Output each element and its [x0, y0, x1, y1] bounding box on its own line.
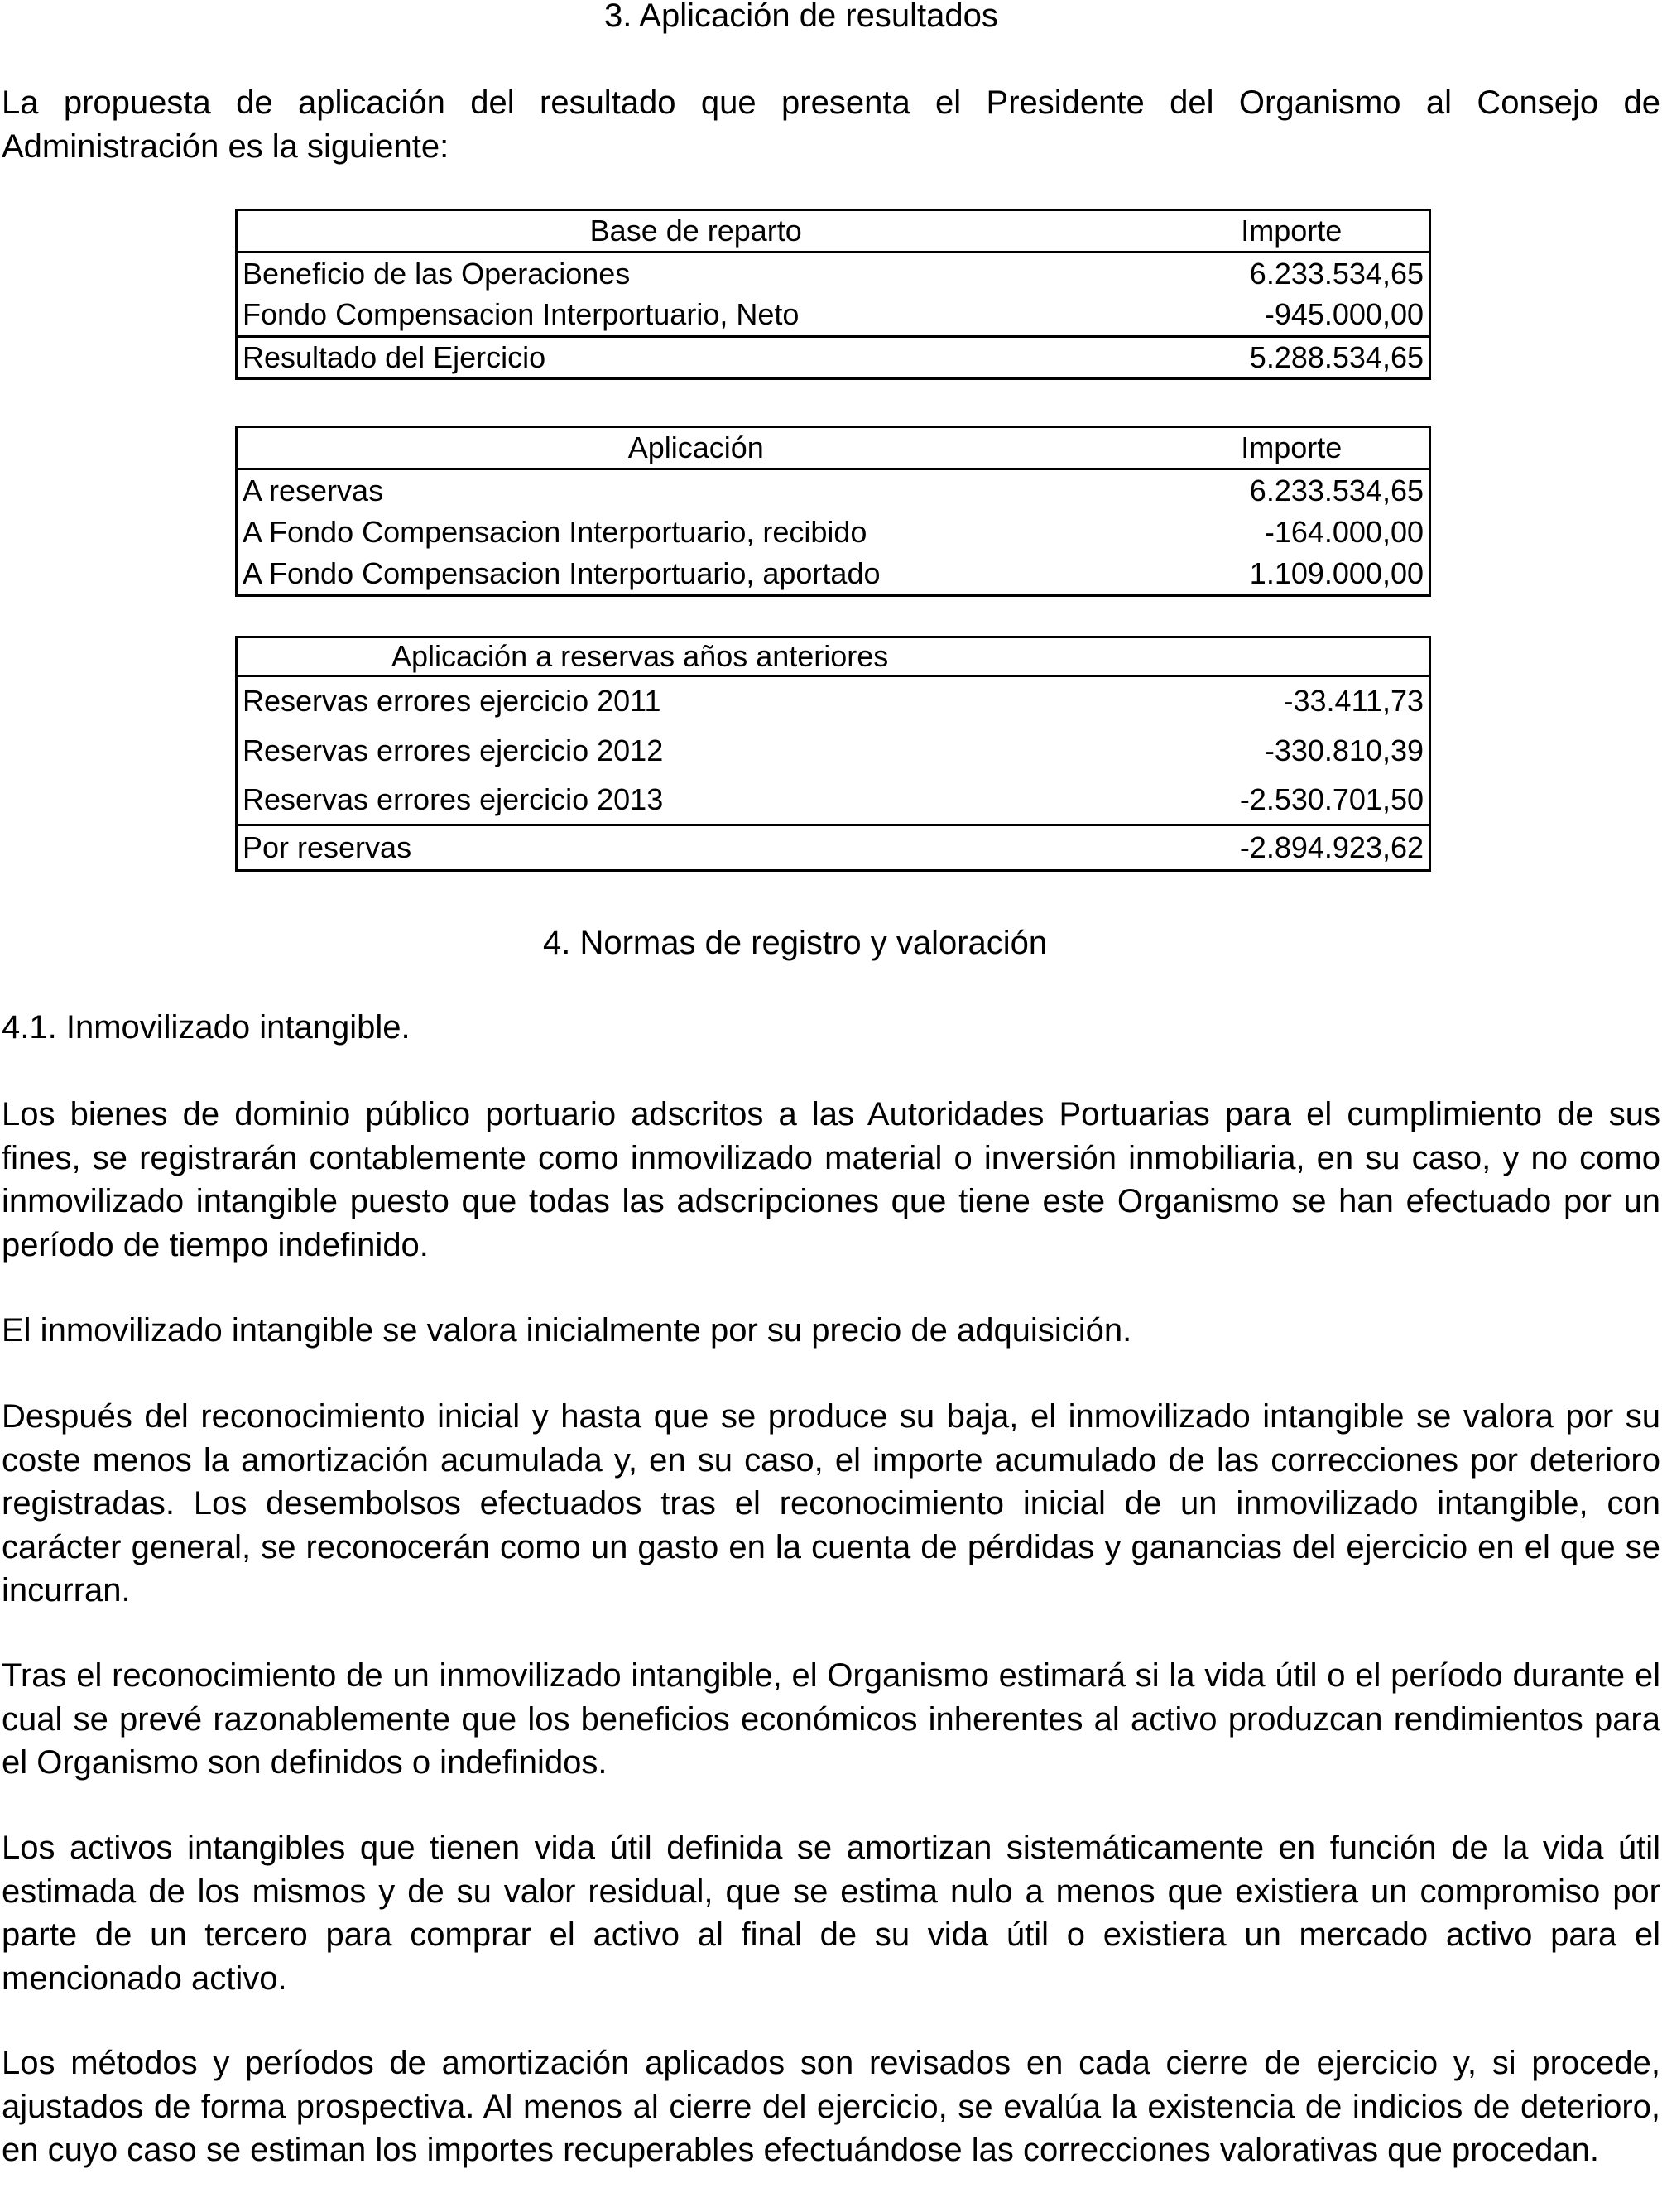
table-row — [237, 776, 1430, 825]
table-row — [237, 252, 1430, 295]
table-header-row — [237, 427, 1430, 469]
paragraph: El inmovilizado intangible se valora inicialmente por su precio de adquisición. — [2, 1312, 1132, 1349]
row-value: -33.411,73 — [1283, 684, 1424, 719]
row-value: -2.530.701,50 — [1239, 781, 1424, 816]
table-header-row — [237, 637, 1430, 676]
row-label: Beneficio de las Operaciones — [243, 256, 631, 291]
reservas-anteriores-table — [235, 636, 1431, 872]
total-label: Resultado del Ejercicio — [237, 337, 1155, 379]
total-value: -2.894.923,62 — [1155, 825, 1430, 871]
paragraph: Tras el reconocimiento de un inmovilizado intangible, el Organismo estimará si la vida útil o el período durante el cual se prevé razonablemente que los beneficios económicos inherentes al activo produzcan rendimientos para el Organismo son definidos o indefinidos. — [2, 1657, 1660, 1781]
table-row — [237, 676, 1430, 726]
row-value: 6.233.534,65 — [1249, 256, 1424, 291]
total-label: Por reservas — [237, 825, 1155, 871]
column-header-base: Base de reparto — [237, 210, 1155, 252]
row-label: Reservas errores ejercicio 2013 — [243, 781, 664, 816]
row-label: Reservas errores ejercicio 2011 — [243, 684, 661, 719]
row-label: Fondo Compensacion Interportuario, Neto — [243, 297, 800, 332]
row-label: A Fondo Compensacion Interportuario, aportado — [243, 556, 881, 591]
table-total-row — [237, 337, 1430, 379]
column-header-aplicacion: Aplicación — [237, 427, 1155, 469]
paragraph: Después del reconocimiento inicial y hasta que se produce su baja, el inmovilizado intangible se valora por su coste menos la amortización acumulada y, en su caso, el importe acumulado de las correcciones por deterioro registradas. Los desembolsos efectuados tras el reconocimiento inicial de un inmovilizado intangible, con carácter general, se reconocerán como un gasto en la cuenta de pérdidas y ganancias del ejercicio en el que se incurran. — [2, 1398, 1660, 1609]
row-value: 1.109.000,00 — [1249, 556, 1424, 591]
table-header-row — [237, 210, 1430, 252]
row-label: A Fondo Compensacion Interportuario, recibido — [243, 515, 867, 549]
row-label: Reservas errores ejercicio 2012 — [243, 733, 664, 767]
section-3-intro: La propuesta de aplicación del resultado que presenta el Presidente del Organismo al Consejo de Administración es la siguiente: — [2, 84, 1660, 165]
row-value: -945.000,00 — [1264, 297, 1424, 332]
column-header-empty — [1155, 637, 1430, 676]
column-header-importe: Importe — [1155, 427, 1430, 469]
aplicacion-table — [235, 426, 1431, 597]
column-header-reservas: Aplicación a reservas años anteriores — [237, 637, 1155, 676]
section-3-title: 3. Aplicación de resultados — [604, 0, 998, 34]
section-4-title: 4. Normas de registro y valoración — [543, 925, 1048, 961]
section-4-1-subtitle: 4.1. Inmovilizado intangible. — [2, 1009, 411, 1046]
table-row — [237, 295, 1430, 337]
paragraph: Los activos intangibles que tienen vida útil definida se amortizan sistemáticamente en función de la vida útil estimada de los mismos y de su valor residual, que se estima nulo a menos que existiera un compromiso por parte de un tercero para comprar el activo al final de su vida útil o existiera un mercado activo para el mencionado activo. — [2, 1830, 1660, 1997]
paragraph: Los métodos y períodos de amortización aplicados son revisados en cada cierre de ejercicio y, si procede, ajustados de forma prospectiva. Al menos al cierre del ejercicio, se evalúa la existencia de indicios de deterioro, en cuyo caso se estiman los importes recuperables efectuándose las correcciones valorativas que procedan. — [2, 2045, 1660, 2168]
table-row — [237, 469, 1430, 512]
table-row — [237, 554, 1430, 596]
row-value: -330.810,39 — [1264, 733, 1424, 767]
column-header-importe: Importe — [1155, 210, 1430, 252]
paragraph: Los bienes de dominio público portuario adscritos a las Autoridades Portuarias para el cumplimiento de sus fines, se registrarán contablemente como inmovilizado material o inversión inmobiliaria, en su caso, y no como inmovilizado intangible puesto que todas las adscripciones que tiene este Organismo se han efectuado por un período de tiempo indefinido. — [2, 1096, 1660, 1263]
row-value: -164.000,00 — [1264, 515, 1424, 549]
row-value: 6.233.534,65 — [1249, 473, 1424, 507]
base-reparto-table — [235, 209, 1431, 380]
table-row — [237, 726, 1430, 776]
table-total-row — [237, 825, 1430, 871]
total-value: 5.288.534,65 — [1155, 337, 1430, 379]
table-row — [237, 512, 1430, 554]
row-label: A reservas — [243, 473, 384, 507]
